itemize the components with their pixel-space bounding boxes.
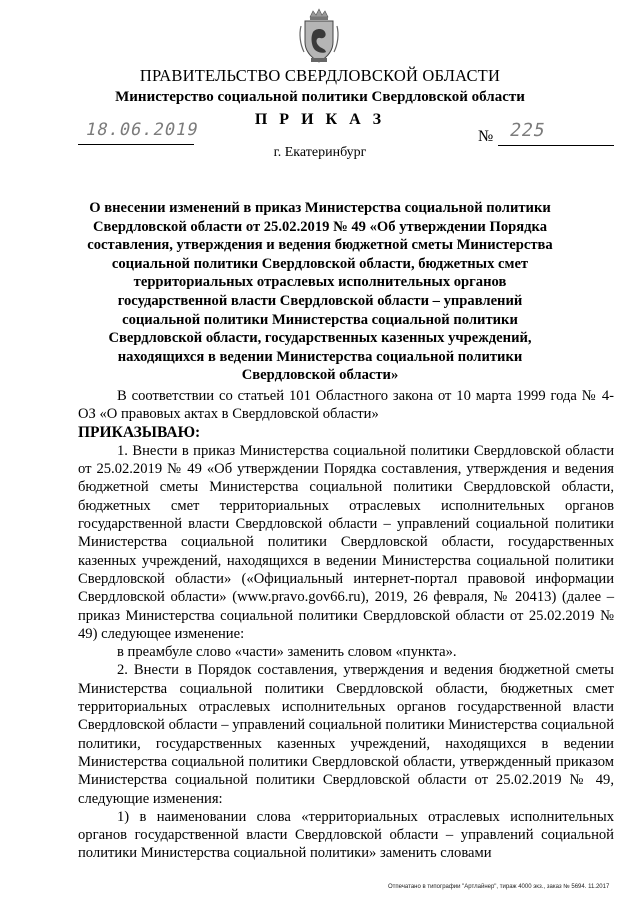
document-title: О внесении изменений в приказ Министерства социальной политики Свердловской области от 25.02.2019 № 49 «Об утверждении Порядка составления, утверждения и ведения бюджетной сметы Министерства социальной политики Свердловской области, бюджетных смет территориальных отраслевых исполнительных органов государственной власти Свердловской области – управлений социальной политики Министерства социальной политики Свердловской области, государственных казенных учреждений, находящихся в ведении Министерства социальной политики Свердловской области» <box>87 200 553 384</box>
handwritten-date: 18.06.2019 <box>83 120 201 140</box>
clause-2-item-1: 1) в наименовании слова «территориальных отраслевых исполнительных органов государственной власти Свердловской области – управлений социальной политики Министерства социальной политики» заменить словами <box>78 808 614 862</box>
document-type: П Р И К А З <box>254 111 386 128</box>
print-footer: Отпечатано в типографии "Артлайнер", тираж 4000 экз., заказ № 5694. 11.2017 <box>388 884 610 890</box>
clause-1-change: в преамбуле слово «части» заменить словом «пункта». <box>117 644 457 661</box>
document-body <box>78 387 614 863</box>
preamble-paragraph: В соответствии со статьей 101 Областного закона от 10 марта 1999 года № 4-ОЗ «О правовых актах в Свердловской области» <box>78 388 614 423</box>
clause-2-paragraph: 2. Внести в Порядок составления, утверждения и ведения бюджетной сметы Министерства социальной политики Свердловской области, бюджетных смет территориальных отраслевых исполнительных органов государственной власти Свердловской области – управлений социальной политики Министерства социальной политики, государственных казенных учреждений, находящихся в ведении Министерства социальной политики Свердловской области, утвержденный приказом Министерства социальной политики Свердловской области от 25.02.2019 № 49, следующие изменения: <box>78 662 614 807</box>
city: г. Екатеринбург <box>273 145 367 160</box>
handwritten-number: 225 <box>507 120 548 141</box>
coat-of-arms-emblem <box>296 8 342 64</box>
ministry-name: Министерство социальной политики Свердловской области <box>115 89 525 105</box>
government-name: ПРАВИТЕЛЬСТВО СВЕРДЛОВСКОЙ ОБЛАСТИ <box>139 66 501 85</box>
clause-1-paragraph: 1. Внести в приказ Министерства социальной политики Свердловской области от 25.02.2019 № 49 «Об утверждении Порядка составления, утверждения и ведения бюджетной сметы Министерства социальной политики Свердловской области, бюджетных смет территориальных отраслевых исполнительных органов государственной власти Свердловской области – управлений социальной политики Министерства социальной политики Свердловской области, государственных казенных учреждений, находящихся в ведении Министерства социальной политики Свердловской области» («Официальный интернет-портал правовой информации Свердловской области» (www.pravo.gov66.ru), 2019, 26 февраля, № 20413) (далее – приказ Министерства социальной политики Свердловской области от 25.02.2019 № 49) следующее изменение: <box>78 442 614 642</box>
number-label: № <box>478 128 494 145</box>
orders-heading: ПРИКАЗЫВАЮ: <box>78 423 201 441</box>
